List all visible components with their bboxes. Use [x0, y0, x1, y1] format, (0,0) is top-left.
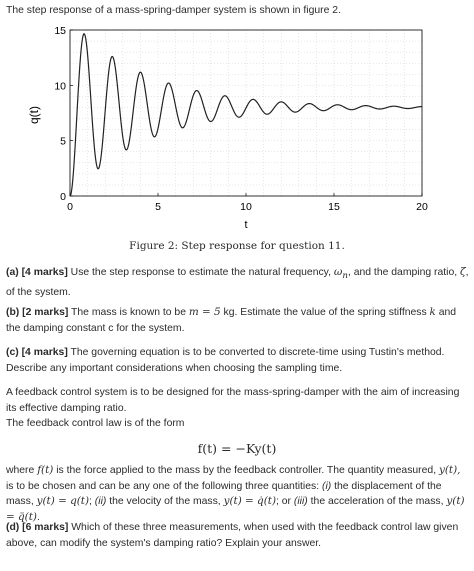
y-axis-label: q(t)	[27, 106, 41, 124]
x-tick-label: 5	[155, 201, 161, 213]
intro-text: The step response of a mass-spring-damper system is shown in figure 2.	[6, 5, 341, 16]
omega-symbol: ω	[333, 266, 343, 278]
k-symbol: k	[429, 306, 436, 318]
question-d-label: (d) [6 marks]	[6, 522, 69, 533]
y-tick-label: 5	[60, 135, 66, 148]
question-d: (d) [6 marks] Which of these three measurements, when used with the feedback control law given above, can modify the system's damping ratio? Explain your answer.	[6, 522, 459, 549]
feedback-context: A feedback control system is to be designed for the mass-spring-damper with the aim of increasing its effective damping ratio. The feedback control law is of the form	[6, 387, 460, 429]
x-tick-label: 20	[416, 201, 428, 213]
figure-caption: Figure 2: Step response for question 11.	[129, 240, 345, 252]
y-tick-label: 15	[54, 25, 66, 37]
x-tick-label: 0	[67, 201, 73, 213]
question-a-label: (a) [4 marks]	[6, 267, 68, 278]
mass-equation: m = 5	[188, 306, 221, 318]
y-tick-label: 10	[54, 80, 66, 93]
question-c: (c) [4 marks] The governing equation is to be converted to discrete-time using Tustin's method. Describe any important considerations when choosing the sampling time.	[6, 347, 445, 374]
measurement-description: where f(t) is the force applied to the mass by the feedback controller. The quantity measured, y(t), is to be chosen and can be any one of the following three quantities: (i) the displacement of the mass, y(t) = q(t); (ii) the velocity of the mass, y(t) = q̇(t); or (iii) the acceleration of the mass, y(t) = q̈(t).	[6, 464, 465, 523]
x-axis-label: t	[244, 219, 248, 231]
control-law-equation: f(t) = −Ky(t)	[197, 441, 277, 456]
y-tick-label: 0	[60, 191, 66, 203]
question-c-label: (c) [4 marks]	[6, 347, 68, 358]
x-tick-label: 10	[240, 201, 252, 213]
question-b-label: (b) [2 marks]	[6, 307, 69, 318]
x-tick-label: 15	[328, 201, 340, 213]
chart-grid	[70, 30, 422, 196]
question-b: (b) [2 marks] The mass is known to be m = 5 kg. Estimate the value of the spring stiffness k and the damping constant c for the system.	[6, 306, 457, 334]
step-response-figure	[0, 18, 474, 238]
zeta-symbol: ζ	[460, 266, 466, 278]
question-a: (a) [4 marks] Use the step response to estimate the natural frequency, $\omega_n$, and the damping ratio, ζ, of the system.	[6, 266, 469, 298]
